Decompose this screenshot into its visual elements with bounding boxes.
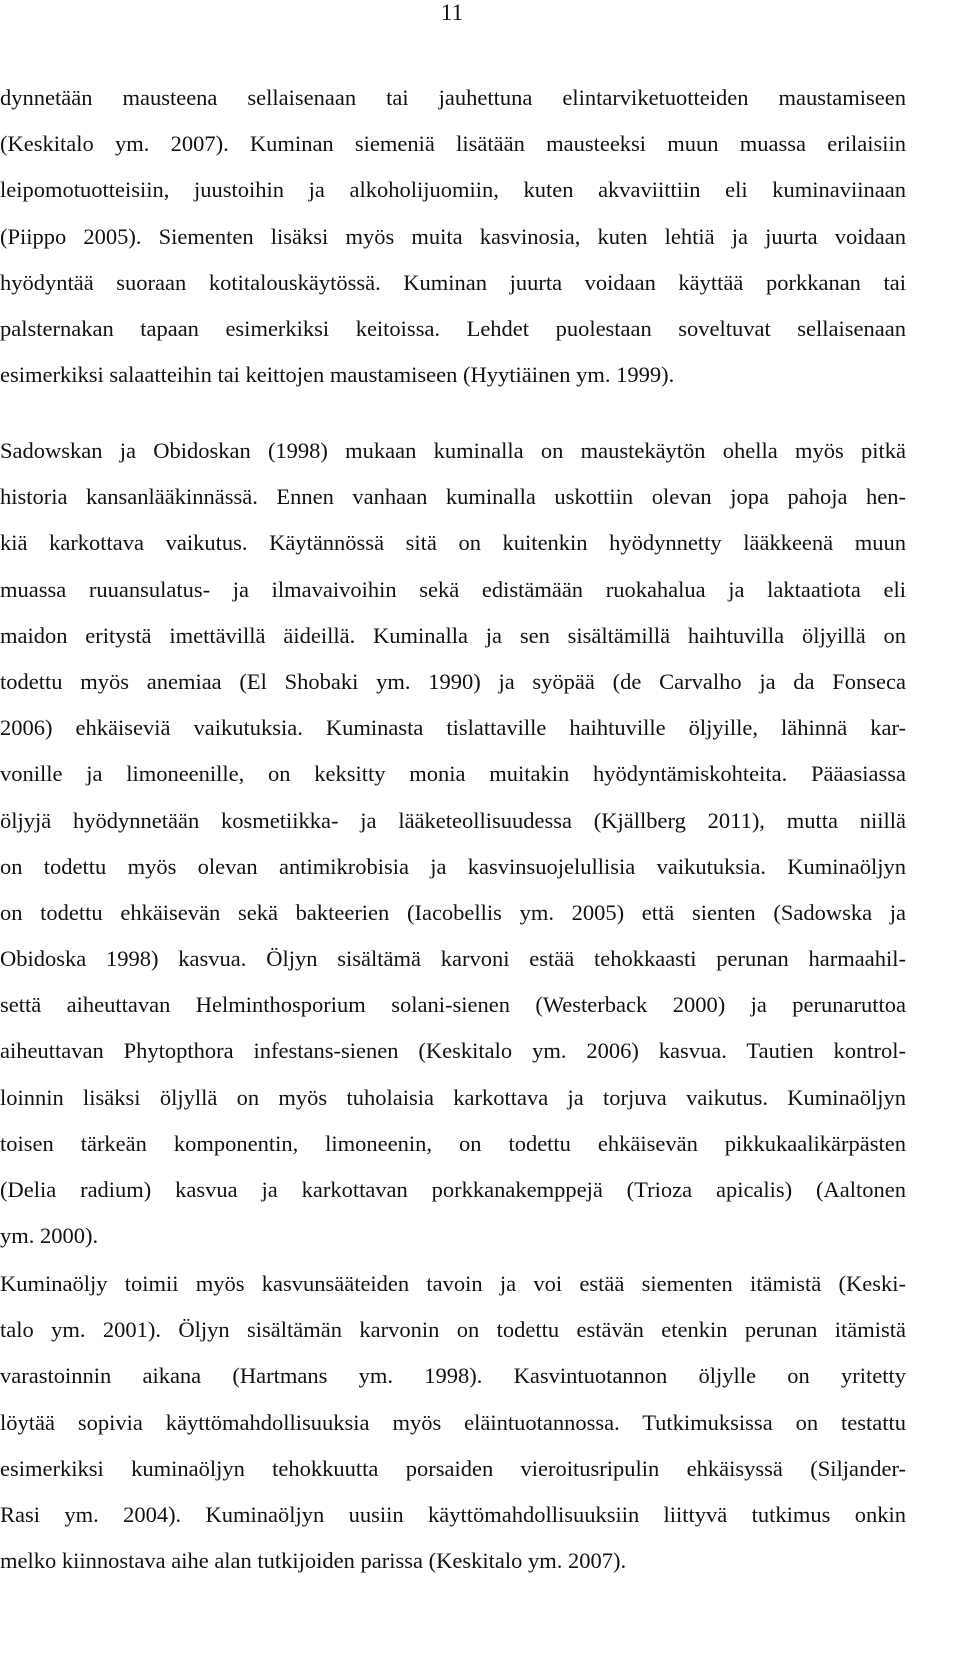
text-line: muassa ruuansulatus- ja ilmavaivoihin sekä edistämään ruokahalua ja laktaatiota eli — [0, 576, 906, 602]
text-line: aiheuttavan Phytopthora infestans-sienen (Keskitalo ym. 2006) kasvua. Tautien kontrol- — [0, 1038, 906, 1064]
text-line: ym. 2000). — [0, 1223, 99, 1249]
text-line: varastoinnin aikana (Hartmans ym. 1998). Kasvintuotannon öljylle on yritetty — [0, 1363, 906, 1389]
text-line: öljyjä hyödynnetään kosmetiikka- ja lääketeollisuudessa (Kjällberg 2011), mutta niillä — [0, 807, 906, 833]
text-line: leipomotuotteisiin, juustoihin ja alkoholijuomiin, kuten akvaviittiin eli kuminaviinaan — [0, 177, 906, 203]
text-line: 2006) ehkäiseviä vaikutuksia. Kuminasta tislattaville haihtuville öljyille, lähinnä kar- — [0, 715, 906, 741]
text-line: maidon eritystä imettävillä äideillä. Kuminalla ja sen sisältämillä haihtuvilla öljyillä on — [0, 622, 906, 648]
text-line: esimerkiksi kuminaöljyn tehokkuutta porsaiden vieroitusripulin ehkäisyssä (Siljander- — [0, 1455, 906, 1481]
text-line: on todettu myös olevan antimikrobisia ja kasvinsuojelullisia vaikutuksia. Kuminaöljyn — [0, 853, 906, 879]
text-line: (Delia radium) kasvua ja karkottavan porkkanakemppejä (Trioza apicalis) (Aaltonen — [0, 1177, 906, 1202]
text-line: talo ym. 2001). Öljyn sisältämän karvonin on todettu estävän etenkin perunan itämistä — [0, 1317, 906, 1343]
text-line: (Keskitalo ym. 2007). Kuminan siemeniä lisätään mausteeksi muun muassa erilaisiin — [0, 131, 906, 157]
page-number: 11 — [440, 0, 464, 25]
text-line: kiä karkottava vaikutus. Käytännössä sitä on kuitenkin hyödynnetty lääkkeenä muun — [0, 530, 906, 556]
text-line: loinnin lisäksi öljyllä on myös tuholaisia karkottava ja torjuva vaikutus. Kuminaöljyn — [0, 1084, 906, 1110]
text-line: settä aiheuttavan Helminthosporium solani-sienen (Westerback 2000) ja perunaruttoa — [0, 992, 906, 1018]
text-line: on todettu ehkäisevän sekä bakteerien (Iacobellis ym. 2005) että sienten (Sadowska ja — [0, 899, 906, 925]
text-line: toisen tärkeän komponentin, limoneenin, on todettu ehkäisevän pikkukaalikärpästen — [0, 1130, 906, 1156]
paragraph-1 — [0, 75, 906, 398]
text-line: todettu myös anemiaa (El Shobaki ym. 1990) ja syöpää (de Carvalho ja da Fonseca — [0, 668, 906, 694]
text-line: Rasi ym. 2004). Kuminaöljyn uusiin käyttömahdollisuuksiin liittyvä tutkimus onkin — [0, 1501, 906, 1527]
paragraph-3 — [0, 1261, 906, 1584]
text-line: hyödyntää suoraan kotitalouskäytössä. Kuminan juurta voidaan käyttää porkkanan tai — [0, 269, 906, 295]
text-line: historia kansanlääkinnässä. Ennen vanhaan kuminalla uskottiin olevan jopa pahoja hen- — [0, 484, 906, 510]
text-line: dynnetään mausteena sellaisenaan tai jauhettuna elintarviketuotteiden maustamiseen — [0, 85, 906, 110]
paragraph-2 — [0, 428, 906, 1259]
text-line: (Piippo 2005). Siementen lisäksi myös muita kasvinosia, kuten lehtiä ja juurta voidaan — [0, 223, 906, 249]
text-line: Kuminaöljy toimii myös kasvunsääteiden tavoin ja voi estää siementen itämistä (Keski- — [0, 1271, 906, 1296]
text-line: Sadowskan ja Obidoskan (1998) mukaan kuminalla on maustekäytön ohella myös pitkä — [0, 438, 906, 463]
text-line: esimerkiksi salaatteihin tai keittojen maustamiseen (Hyytiäinen ym. 1999). — [0, 362, 675, 388]
text-line: vonille ja limoneenille, on keksitty monia muitakin hyödyntämiskohteita. Pääasiassa — [0, 761, 906, 787]
text-line: Obidoska 1998) kasvua. Öljyn sisältämä karvoni estää tehokkaasti perunan harmaahil- — [0, 946, 906, 972]
text-line: melko kiinnostava aihe alan tutkijoiden parissa (Keskitalo ym. 2007). — [0, 1548, 627, 1574]
text-line: palsternakan tapaan esimerkiksi keitoissa. Lehdet puolestaan soveltuvat sellaisenaan — [0, 315, 906, 341]
text-line: löytää sopivia käyttömahdollisuuksia myös eläintuotannossa. Tutkimuksissa on testattu — [0, 1409, 906, 1435]
